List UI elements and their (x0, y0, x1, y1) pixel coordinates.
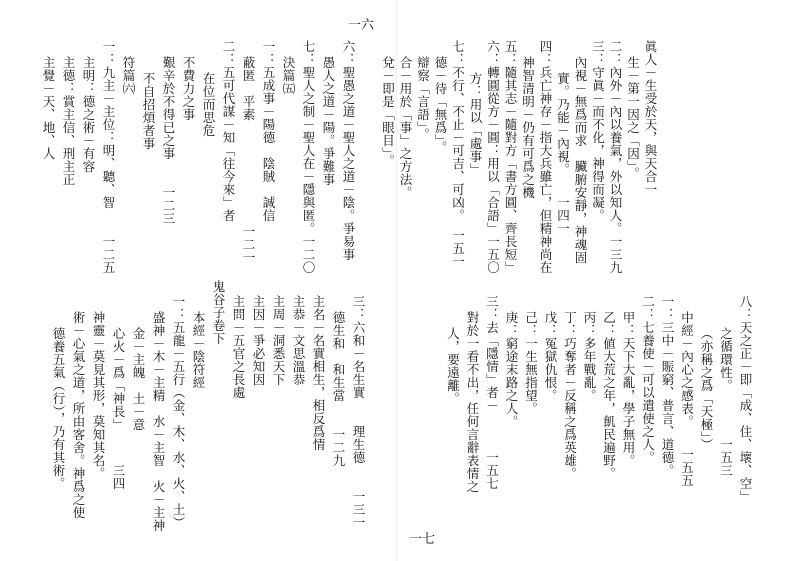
text-column: 三：守眞－而不化，神得而凝。 (590, 40, 606, 222)
text-column: 八：天之正－即「成、住、壞、空」 (738, 295, 753, 503)
text-column: 二：五可代謀－知「往今來」者 (221, 40, 236, 222)
text-column: 庚：窮途末路之人。 (504, 311, 519, 428)
text-column: 六：轉圓從方－圓：用以「合語」一五〇 (485, 40, 501, 274)
text-column: 主明：德之術－有容 (81, 56, 96, 173)
text-column: 一：九主－主位：明、聽、智 一二五 (101, 40, 116, 274)
text-column: 神靈－莫見其形，莫知其名。 (91, 311, 106, 480)
text-column: 愚人之道－陽。爭難事 (321, 56, 336, 186)
text-column: 二：七養使－可以遣使之人。 (640, 295, 656, 464)
text-column: 辯察「言語」。 (415, 56, 431, 141)
text-column: 德－待「無爲」。 (433, 56, 448, 154)
text-column: 七：聖人之制－聖人在－隱與匿。一二〇 (301, 40, 316, 274)
text-column: 對於一看不出，任何言辭表情之 (465, 311, 480, 493)
text-column: 合－用於「事」之方法。 (398, 56, 413, 199)
text-column: 艱辛於不得已之事 一二三 (161, 56, 176, 225)
text-column: 一：五龍－五行（金、木、水、火、土） (171, 295, 186, 529)
text-column: 二：內外－內以養氣，外以知人。一三九 (608, 40, 623, 274)
text-column: 方：用以「處事」 (468, 72, 483, 176)
text-column: 乙：値大荒之年，飢民遍野。 (601, 311, 617, 480)
text-column: 不自招煩者事 (141, 72, 156, 150)
text-column: 主因－爭必知因 (251, 295, 266, 386)
text-column: 主德：賞主信、刑主正 (61, 56, 76, 186)
text-column: 人，要遠離。 (445, 327, 461, 405)
text-column: 主恭－文思溫恭 (291, 295, 306, 386)
text-column: 丙：多年戰亂。 (582, 311, 597, 402)
text-column: 心火－爲「神長」 三四 (111, 327, 126, 490)
text-column: 四：兵亡神存－指大兵雖亡，但精神尚在 (538, 40, 553, 274)
text-column: 德養五氣（行），乃有其術。 (51, 327, 66, 490)
text-column: 金－主魄 土－意 (131, 327, 146, 431)
text-column: 丁：巧奪者－反稱之爲英雄。 (562, 311, 578, 480)
text-column: 戊：冤獄仇恨。 (543, 311, 558, 402)
text-column: 實。乃能－內視。 一四一 (555, 72, 571, 235)
text-column: 在位而思危 (201, 72, 216, 137)
text-column: 兌－即是「眼目」。 (380, 56, 396, 167)
text-column: 術－心氣之道，所由客舍。神爲之使 (71, 311, 86, 519)
right-page (380, 0, 793, 561)
page-number: 一六 (347, 18, 374, 33)
text-column: 盛神－木－主精 水－主智 火－主神 (151, 311, 166, 532)
text-column: 主名－名實相生，相反爲情 (311, 295, 326, 451)
text-column: （亦稱之爲「天極」） (699, 327, 714, 451)
text-column: 鬼谷子卷下 (211, 280, 226, 345)
text-column: 主覺－天、地、人 (41, 56, 56, 160)
text-column: 神智清明－仍有可爲之機 (520, 56, 536, 199)
text-column: 主問－五官之長處 (231, 295, 246, 399)
text-column: 決篇㈤ (281, 56, 296, 95)
text-column: 三：六和－名生實 理生德 一三一 (351, 295, 366, 529)
text-column: 蔽匿 平素 一二一 (241, 56, 256, 264)
text-column: 內視－無爲而求 臟腑安靜，神魂固 (573, 56, 588, 264)
text-column: 德生和 和生當 一二九 (331, 311, 346, 467)
page-number: 一七 (409, 532, 436, 547)
text-column: 本經－陰符經 (191, 311, 206, 389)
text-column: 眞人－生受於天，與天合一 (643, 40, 658, 196)
text-column: 七：不行、不止－可吉、可凶。 一五一 (450, 40, 466, 268)
text-column: 生－第一因之「因」。 (625, 56, 641, 180)
text-column: 中經－內心之感表。 一五五 (679, 311, 695, 487)
text-column: 符篇㈥ (121, 56, 136, 95)
text-column: 三：去「隱情」者－ 一五七 (484, 295, 500, 490)
text-column: 五：隨其志－隨對方「書方圓、齊長短」 (503, 40, 518, 274)
text-column: 甲：天下大亂，學子無用。 (621, 311, 636, 467)
text-column: 不費力之事 (181, 56, 196, 121)
text-column: 一：五成事－陽德 陰賊 誠信 (261, 40, 276, 222)
text-column: 主周－洞悉天下 (271, 295, 286, 386)
text-column: 六：聖愚之道－聖人之道－陰。爭易事 (341, 40, 356, 261)
text-column: 己：一生無指望。 (523, 311, 539, 415)
text-column: 之循環性。 一五三 (718, 327, 734, 477)
text-column: 一：三中－賑窮、普言、道德。 (660, 295, 675, 477)
